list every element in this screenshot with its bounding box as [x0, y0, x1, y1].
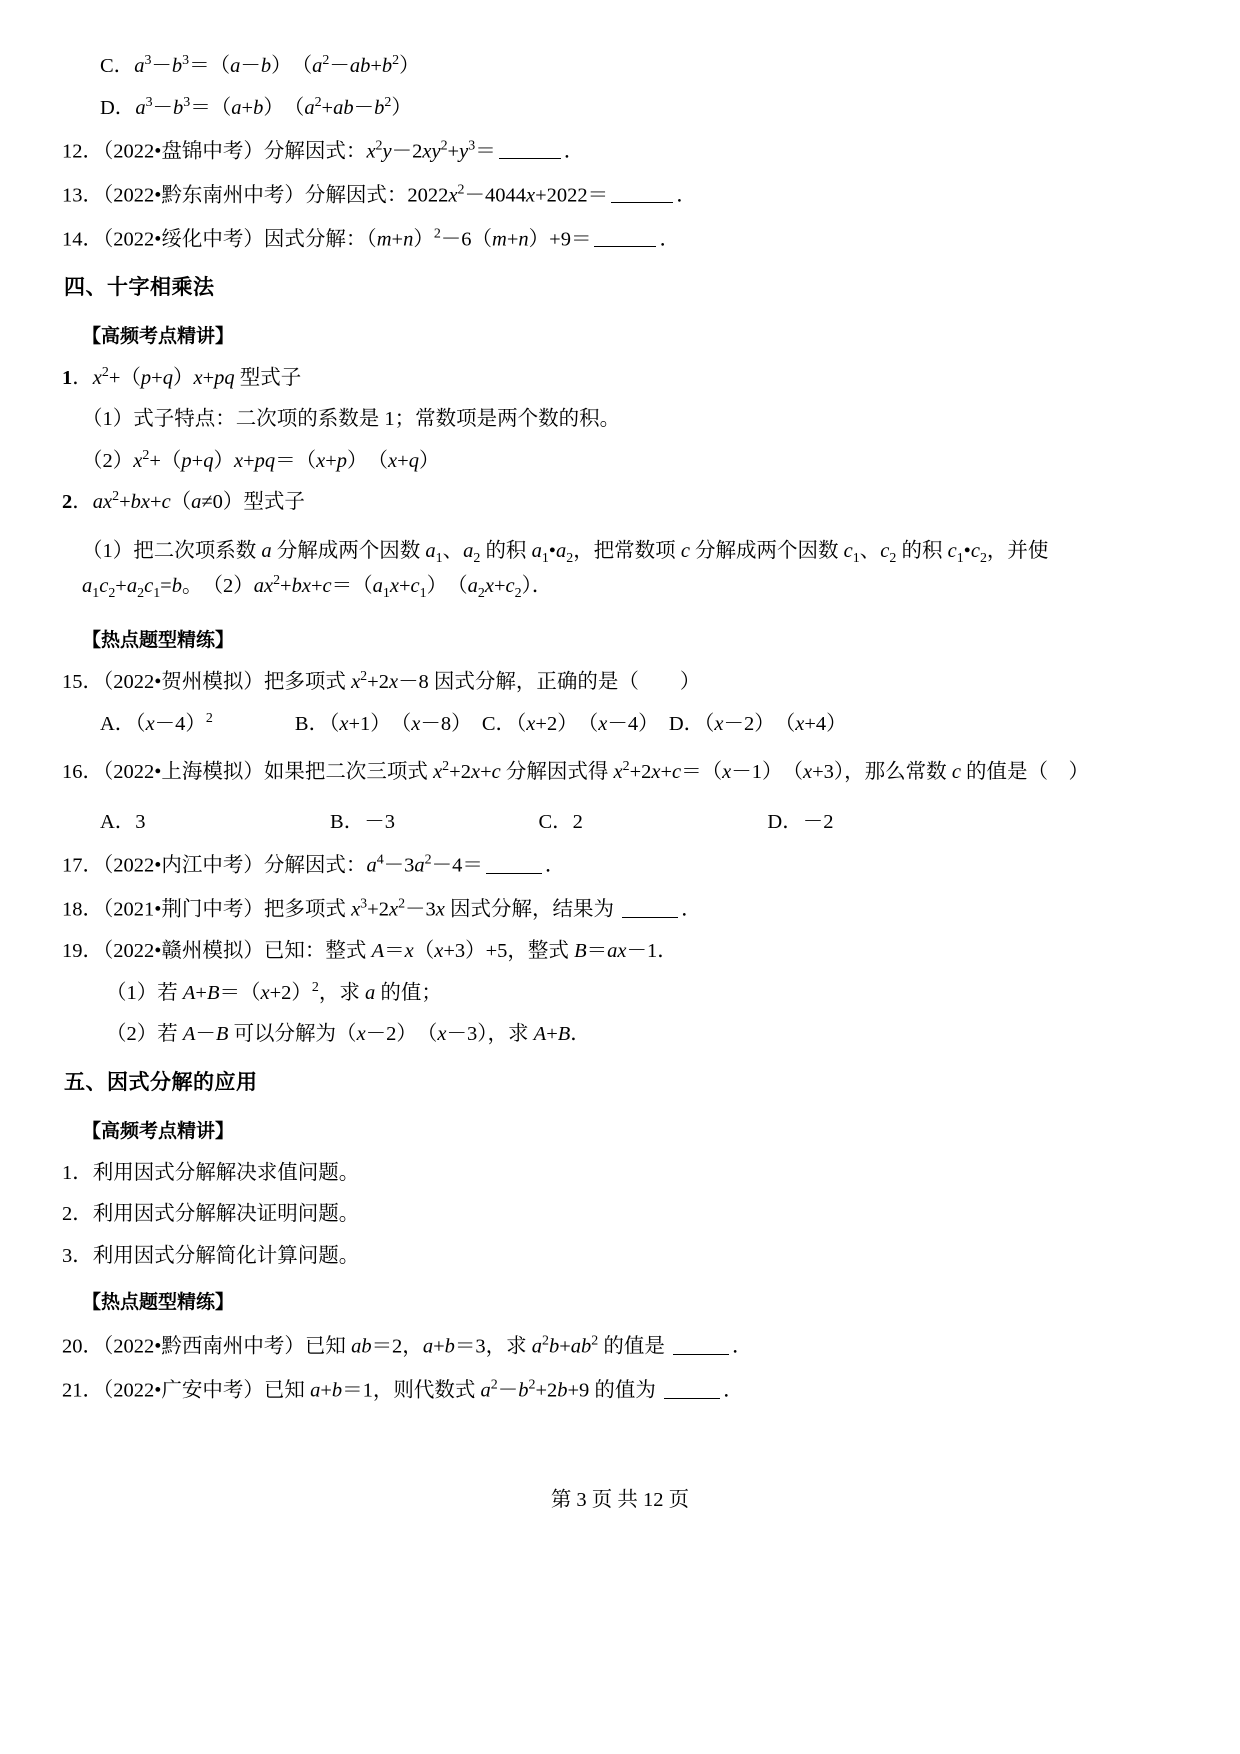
q15-options: A．$(x-4)^2$ B．（x+1） （x－8） C．（x+2） （x－4） D．（x－2） （x+4） — [100, 711, 847, 735]
kp5-1: 1．利用因式分解解决求值问题。 — [62, 1161, 360, 1184]
kp-1-1: （1）式子特点：二次项的系数是 1；常数项是两个数的积。 — [82, 408, 621, 431]
q19-1: （1）若 $A+B=(x+2)^2$，求 a 的值； — [106, 979, 442, 1004]
q20: 20．（2022•黔西南州中考）已知 ab＝2，a+b＝3，求 $a^2b+ab^2$ 的值是 ． — [62, 1333, 753, 1358]
bracket-redian-1: 【热点题型精练】 — [82, 629, 235, 652]
page-footer: 第 3 页 共 12 页 — [550, 1489, 690, 1511]
bracket-gaopin-1: 【高频考点精讲】 — [82, 324, 235, 347]
section-5: 五、因式分解的应用 — [64, 1069, 258, 1094]
kp-1-2: $(2)x^2+(p+q)x+pq=(x+p)$ （x+q） — [82, 448, 440, 472]
q12: 12．（2022•盘锦中考）分解因式：$x^2y-2xy^2+y^3=$ ． — [62, 138, 585, 163]
kp-2: 2．$ax^2+bx+c(a\ne 0)$型式子 — [62, 489, 305, 514]
kp-2-body: （1）把二次项系数 a 分解成两个因数 $a_1$、$a_2$ 的积 $a_1•a_2$，把常数项 c 分解成两个因数 $c_1$、$c_2$ 的积 $c_1•c_2$，并使 $a_1c_2+a_2c_1=b$。 $(2)ax^2+bx+c=(a_1x+c_1)$ $(a_2x+c_2)$． — [82, 539, 1049, 602]
section-4: 四、十字相乘法 — [64, 274, 215, 299]
q16-options: A．3 B．－3 C．2 D．－2 — [100, 810, 834, 833]
kp-1: 1．$x^2+(p+q)x+pq$ 型式子 — [62, 365, 302, 389]
q18: 18．（2021•荆门中考）把多项式 $x^3+2x^2-3x$ 因式分解，结果为 ． — [62, 896, 702, 921]
q15: 15．（2022•贺州模拟）把多项式 $x^2+2x-8$ 因式分解，正确的是（ ） — [62, 669, 701, 694]
kp5-2: 2．利用因式分解解决证明问题。 — [62, 1203, 360, 1226]
q19-2: （2）若 A－B 可以分解为（x－2） （x－3），求 A+B． — [106, 1023, 591, 1046]
q19: 19．（2022•赣州模拟）已知：整式 A＝x（x+3）+5，整式 B＝ax－1． — [62, 940, 678, 963]
bracket-gaopin-2: 【高频考点精讲】 — [82, 1119, 235, 1142]
bracket-redian-2: 【热点题型精练】 — [82, 1291, 235, 1314]
opt-C-cubes: C．$a^3-b^3=(a-b)$ $(a^2-ab+b^2)$ — [100, 53, 420, 77]
kp5-3: 3．利用因式分解简化计算问题。 — [62, 1244, 360, 1267]
page-content — [62, 53, 1142, 1422]
q17: 17．（2022•内江中考）分解因式：$a^4-3a^2-4=$ ． — [62, 852, 566, 877]
q13: 13．（2022•黔东南州中考）分解因式：$2022x^2-4044x+2022=$ ． — [62, 182, 697, 207]
q16: 16．（2022•上海模拟）如果把二次三项式 $x^2+2x+c$ 分解因式得 $x^2+2x+c=(x-1)$ （x+3），那么常数 c 的值是（ ） — [62, 759, 1090, 784]
opt-D-cubes: D．$a^3-b^3=(a+b)$ $(a^2+ab-b^2)$ — [100, 94, 412, 119]
q21: 21．（2022•广安中考）已知 a+b＝1，则代数式 $a^2-b^2+2b+9$ 的值为 ． — [62, 1377, 744, 1402]
q14: 14．（2022•绥化中考）因式分解：$(m+n)^2-6(m+n)+9=$ ． — [62, 226, 680, 251]
